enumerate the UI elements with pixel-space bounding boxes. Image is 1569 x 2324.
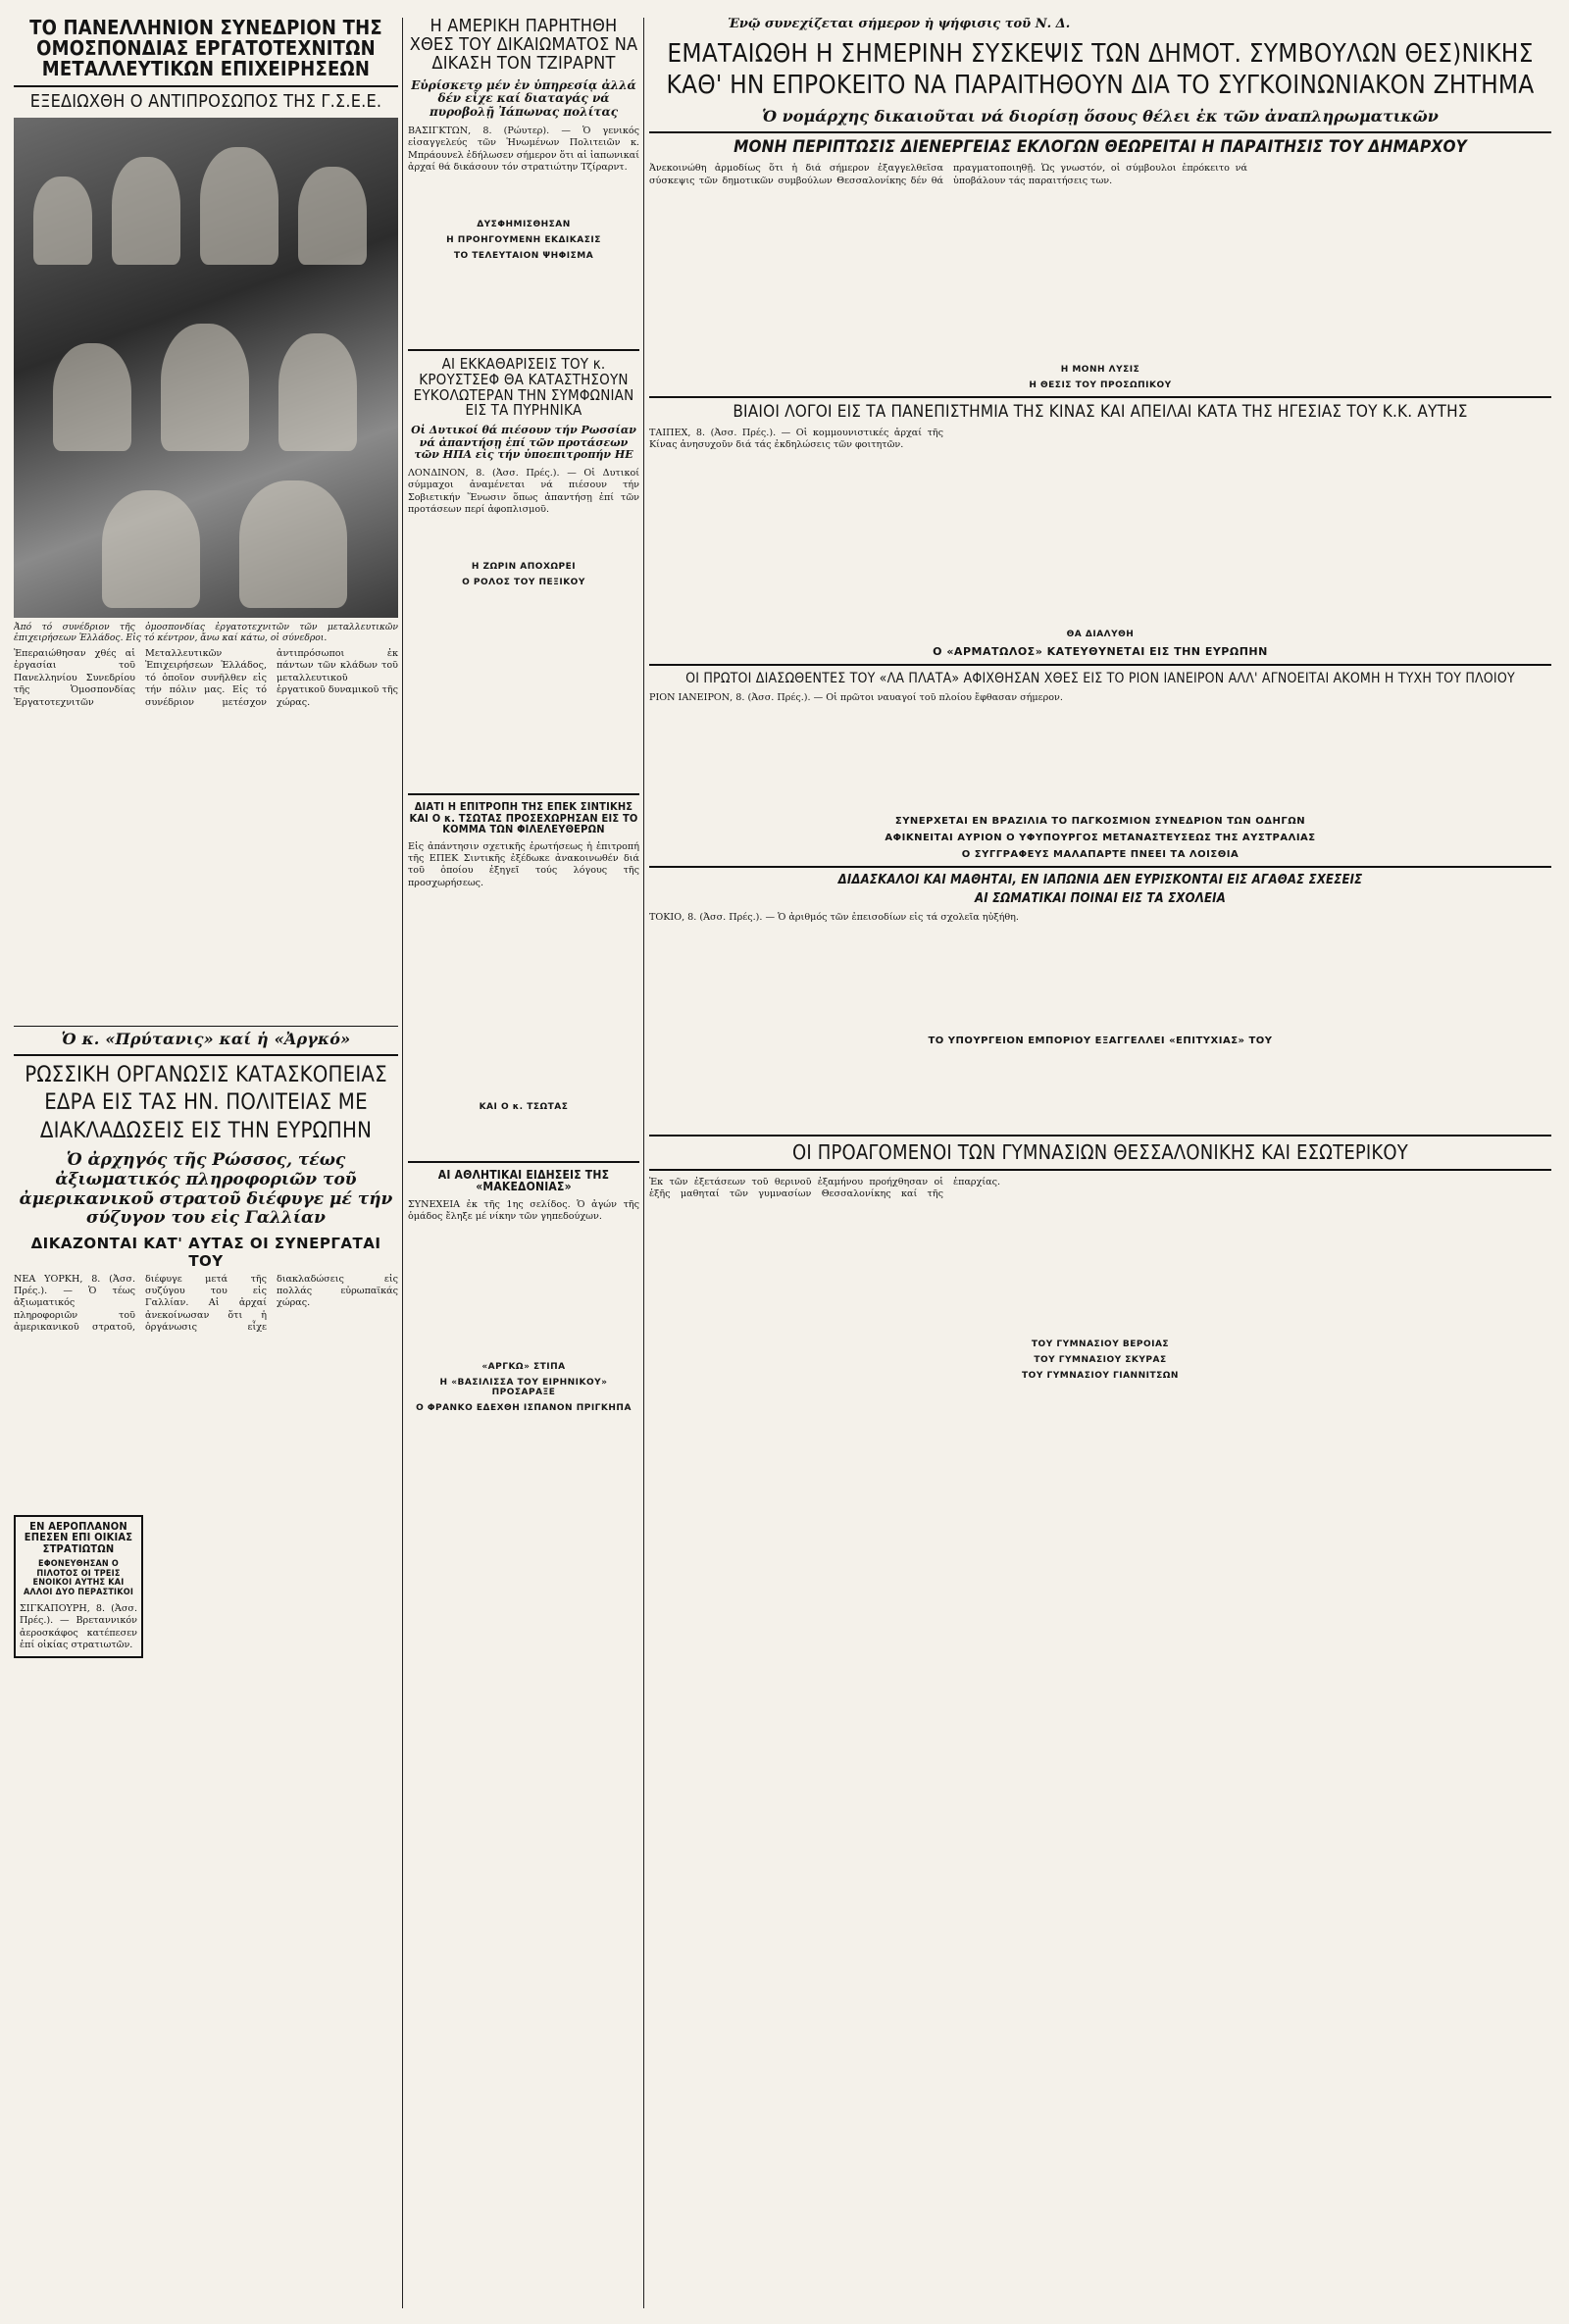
label-queen-pacific: Η «ΒΑΣΙΛΙΣΣΑ ΤΟΥ ΕΙΡΗΝΙΚΟΥ» ΠΡΟΣΑΡΑΞΕ	[439, 1377, 608, 1397]
subhead-girard: Εὑρίσκετο μέν ἐν ὑπηρεσίᾳ ἀλλά δέν εἶχε καί διαταγάς νά πυροβολῇ Ἰάπωνας πολίτας	[411, 77, 636, 120]
article-body-la-plata: ΡΙΟΝ ΙΑΝΕΙΡΟΝ, 8. (Ἀσσ. Πρές.). — Οἱ πρῶτοι ναυαγοί τοῦ πλοίου ἔφθασαν σήμερον.	[649, 691, 1063, 703]
headline-epek: ΔΙΑΤΙ Η ΕΠΙΤΡΟΠΗ ΤΗΣ ΕΠΕΚ ΣΙΝΤΙΚΗΣ ΚΑΙ Ο κ. ΤΣΩΤΑΣ ΠΡΟΣΕΧΩΡΗΣΑΝ ΕΙΣ ΤΟ ΚΟΜΜΑ ΤΩΝ ΦΙΛΕΛΕΥΘΕΡΩΝ	[409, 799, 638, 836]
divider	[14, 1026, 398, 1027]
headline-la-plata: ΟΙ ΠΡΩΤΟΙ ΔΙΑΣΩΘΕΝΤΕΣ ΤΟΥ «ΛΑ ΠΛΑΤΑ» ΑΦΙΧΘΗΣΑΝ ΧΘΕΣ ΕΙΣ ΤΟ ΡΙΟΝ ΙΑΝΕΙΡΟΝ ΑΛΛ' ΑΓΝΟΕΙΤΑΙ ΑΚΟΜΗ Η ΤΥΧΗ ΤΟΥ ΠΛΟΙΟΥ	[685, 671, 1515, 687]
headline-council: ΕΜΑΤΑΙΩΘΗ Η ΣΗΜΕΡΙΝΗ ΣΥΣΚΕΨΙΣ ΤΩΝ ΔΗΜΟΤ. ΣΥΜΒΟΥΛΩΝ ΘΕΣ)ΝΙΚΗΣ ΚΑΘ' ΗΝ ΕΠΡΟΚΕΙΤΟ ΝΑ ΠΑΡΑΙΤΗΘΟΥΝ ΔΙΑ ΤΟ ΣΥΓΚΟΙΝΩΝΙΑΚΟΝ ΖΗΤΗΜΑ	[666, 38, 1535, 101]
article-body-espionage: ΝΕΑ ΥΟΡΚΗ, 8. (Ἀσσ. Πρές.). — Ὁ τέως ἀξιωματικός πληροφοριῶν τοῦ ἀμερικανικοῦ στρατοῦ, διέφυγε μετά τῆς συζύγου του εἰς Γαλλίαν. Αἱ ἀρχαί ἀνεκοίνωσαν ὅτι ἡ ὀργάνωσις εἶχε διακλαδώσεις εἰς πολλάς εὐρωπαϊκάς χώρας.	[14, 1273, 398, 1334]
headline-gymnasia: ΟΙ ΠΡΟΑΓΟΜΕΝΟΙ ΤΩΝ ΓΥΜΝΑΣΙΩΝ ΘΕΣΣΑΛΟΝΙΚΗΣ ΚΑΙ ΕΣΩΤΕΡΙΚΟΥ	[792, 1139, 1408, 1164]
label-armatolos: Ο «ΑΡΜΑΤΩΛΟΣ» ΚΑΤΕΥΘΥΝΕΤΑΙ ΕΙΣ ΤΗΝ ΕΥΡΩΠΗΝ	[933, 645, 1268, 659]
article-body-girard: ΒΑΣΙΓΚΤΩΝ, 8. (Ρώυτερ). — Ὁ γενικός εἰσαγγελεύς τῶν Ἡνωμένων Πολιτειῶν κ. Μπράουνελ ἐδήλωσεν σήμερον ὅτι αἱ ἰαπωνικαί ἀρχαί θά δικάσουν τόν στρατιώτην Τζίραρντ.	[408, 126, 639, 174]
label-dysfimisthisan: ΔΥΣΦΗΜΙΣΘΗΣΑΝ	[477, 220, 571, 230]
divider	[649, 866, 1551, 868]
label-prosopiko: Η ΘΕΣΙΣ ΤΟΥ ΠΡΟΣΩΠΙΚΟΥ	[1029, 380, 1172, 391]
divider	[408, 793, 639, 795]
headline-congress: ΤΟ ΠΑΝΕΛΛΗΝΙΟΝ ΣΥΝΕΔΡΙΟΝ ΤΗΣ ΟΜΟΣΠΟΝΔΙΑΣ ΕΡΓΑΤΟΤΕΧΝΙΤΩΝ ΜΕΤΑΛΛΕΥΤΙΚΩΝ ΕΠΙΧΕΙΡΗΣΕΩΝ	[29, 18, 382, 80]
article-body-plane-crash: ΣΙΓΚΑΠΟΥΡΗ, 8. (Ἀσσ. Πρές.). — Βρεταννικόν ἀεροσκάφος κατέπεσεν ἐπί οἰκίας στρατιωτῶν.	[20, 1603, 137, 1651]
divider	[649, 131, 1551, 133]
divider	[408, 1161, 639, 1163]
headline-japan-schools: ΔΙΔΑΣΚΑΛΟΙ ΚΑΙ ΜΑΘΗΤΑΙ, ΕΝ ΙΑΠΩΝΙΑ ΔΕΝ ΕΥΡΙΣΚΟΝΤΑΙ ΕΙΣ ΑΓΑΘΑΣ ΣΧΕΣΕΙΣ	[837, 872, 1363, 887]
subhead-corporal: ΑΙ ΣΩΜΑΤΙΚΑΙ ΠΟΙΝΑΙ ΕΙΣ ΤΑ ΣΧΟΛΕΙΑ	[975, 891, 1226, 907]
article-body-council: Ἀνεκοινώθη ἀρμοδίως ὅτι ἡ διά σήμερον ἐξαγγελθεῖσα σύσκεψις τῶν δημοτικῶν συμβούλων Θεσσαλονίκης δέν θά πραγματοποιηθῇ. Ὡς γνωστόν, οἱ σύμβουλοι ἐπρόκειτο νά ὑποβάλουν τάς παραιτήσεις των.	[649, 163, 1247, 186]
plane-crash-box	[14, 1515, 143, 1658]
label-proigoumeni: Η ΠΡΟΗΓΟΥΜΕΝΗ ΕΚΔΙΚΑΣΙΣ	[446, 235, 601, 246]
article-body-epek: Εἰς ἀπάντησιν σχετικῆς ἐρωτήσεως ἡ ἐπιτροπή τῆς ΕΠΕΚ Σιντικῆς ἐξέδωκε ἀνακοινωθέν διά τοῦ ὁποίου ἐξηγεῖ τούς λόγους τῆς προσχωρήσεως.	[408, 840, 639, 888]
label-australia: ΑΦΙΚΝΕΙΤΑΙ ΑΥΡΙΟΝ Ο ΥΦΥΠΟΥΡΓΟΣ ΜΕΤΑΝΑΣΤΕΥΣΕΩΣ ΤΗΣ ΑΥΣΤΡΑΛΙΑΣ	[885, 832, 1316, 843]
label-zorin: Η ΖΩΡΙΝ ΑΠΟΧΩΡΕΙ	[471, 561, 577, 572]
headline-sports: ΑΙ ΑΘΛΗΤΙΚΑΙ ΕΙΔΗΣΕΙΣ ΤΗΣ «ΜΑΚΕΔΟΝΙΑΣ»	[437, 1167, 610, 1194]
headline-khrushchev: ΑΙ ΕΚΚΑΘΑΡΙΣΕΙΣ ΤΟΥ κ. ΚΡΟΥΣΤΣΕΦ ΘΑ ΚΑΤΑΣΤΗΣΟΥΝ ΕΥΚΟΛΩΤΕΡΑΝ ΤΗΝ ΣΥΜΦΩΝΙΑΝ ΕΙΣ ΤΑ ΠΥΡΗΝΙΚΑ	[413, 355, 634, 420]
headline-plane-crash: ΕΝ ΑΕΡΟΠΛΑΝΟΝ ΕΠΕΣΕΝ ΕΠΙ ΟΙΚΙΑΣ ΣΤΡΑΤΙΩΤΩΝ	[24, 1519, 133, 1555]
column-right	[649, 18, 1551, 1385]
headline-girard: Η ΑΜΕΡΙΚΗ ΠΑΡΗΤΗΘΗ ΧΘΕΣ ΤΟΥ ΔΙΚΑΙΩΜΑΤΟΣ ΝΑ ΔΙΚΑΣΗ ΤΟΝ ΤΖΙΡΑΡΝΤ	[409, 18, 638, 74]
subhead-nomarch: Ὁ νομάρχης δικαιοῦται νά διορίσῃ ὅσους θέλει ἐκ τῶν ἀναπληρωματικῶν	[762, 106, 1439, 126]
divider	[408, 349, 639, 351]
kicker-decree: Ἐνῷ συνεχίζεται σήμερον ἡ ψήφισις τοῦ Ν. Δ.	[728, 18, 1071, 31]
label-franco: Ο ΦΡΑΝΚΟ ΕΔΕΧΘΗ ΙΣΠΑΝΟΝ ΠΡΙΓΚΗΠΑ	[416, 1402, 632, 1413]
congress-photo	[14, 118, 398, 618]
divider	[14, 1054, 398, 1056]
label-commerce: ΤΟ ΥΠΟΥΡΓΕΙΟΝ ΕΜΠΟΡΙΟΥ ΕΞΑΓΓΕΛΛΕΙ «ΕΠΙΤΥΧΙΑΣ» ΤΟΥ	[928, 1035, 1273, 1046]
article-body-khrushchev: ΛΟΝΔΙΝΟΝ, 8. (Ἀσσ. Πρές.). — Οἱ Δυτικοί σύμμαχοι ἀναμένεται νά πιέσουν τήν Σοβιετικήν Ἕνωσιν ὅπως ἀπαντήσῃ ἐπί τῶν προτάσεων περί ἀφοπλισμοῦ.	[408, 467, 639, 516]
subhead-espionage: Ὁ ἀρχηγός τῆς Ρώσσος, τέως ἀξιωματικός πληροφοριῶν τοῦ ἀμερικανικοῦ στρατοῦ διέφυγε μέ τήν σύζυγον του εἰς Γαλλίαν	[19, 1150, 393, 1229]
divider	[649, 396, 1551, 398]
subhead-khrushchev: Οἱ Δυτικοί θά πιέσουν τήν Ρωσσίαν νά ἀπαντήσῃ ἐπί τῶν προτάσεων τῶν ΗΠΑ εἰς τήν ὑποεπιτροπήν ΗΕ	[411, 424, 636, 462]
divider	[649, 1135, 1551, 1137]
divider	[649, 1169, 1551, 1171]
column-middle	[408, 18, 639, 1417]
label-moni-lysis: Η ΜΟΝΗ ΛΥΣΙΣ	[1060, 365, 1140, 376]
column-rule	[643, 18, 644, 2308]
article-body-gymnasia: Ἐκ τῶν ἐξετάσεων τοῦ θερινοῦ ἐξαμήνου προήχθησαν οἱ ἑξῆς μαθηταί τῶν γυμνασίων Θεσσαλονίκης καί τῆς ἐπαρχίας.	[649, 1176, 1001, 1200]
label-veria: ΤΟΥ ΓΥΜΝΑΣΙΟΥ ΒΕΡΟΙΑΣ	[1031, 1339, 1170, 1349]
column-left	[14, 18, 398, 1664]
subhead-plane-crash: ΕΦΟΝΕΥΘΗΣΑΝ Ο ΠΙΛΟΤΟΣ ΟΙ ΤΡΕΙΣ ΕΝΟΙΚΟΙ ΑΥΤΗΣ ΚΑΙ ΑΛΛΟΙ ΔΥΟ ΠΕΡΑΣΤΙΚΟΙ	[23, 1559, 134, 1597]
label-drivers-congress: ΣΥΝΕΡΧΕΤΑΙ ΕΝ ΒΡΑΖΙΛΙΑ ΤΟ ΠΑΓΚΟΣΜΙΟΝ ΣΥΝΕΔΡΙΟΝ ΤΩΝ ΟΔΗΓΩΝ	[894, 815, 1306, 827]
label-malaparte: Ο ΣΥΓΓΡΑΦΕΥΣ ΜΑΛΑΠΑΡΤΕ ΠΝΕΕΙ ΤΑ ΛΟΙΣΘΙΑ	[961, 848, 1240, 860]
headline-espionage: ΡΩΣΣΙΚΗ ΟΡΓΑΝΩΣΙΣ ΚΑΤΑΣΚΟΠΕΙΑΣ ΕΔΡΑ ΕΙΣ ΤΑΣ ΗΝ. ΠΟΛΙΤΕΙΑΣ ΜΕ ΔΙΑΚΛΑΔΩΣΕΙΣ ΕΙΣ ΤΗΝ ΕΥΡΩΠΗΝ	[25, 1062, 387, 1143]
subhead-gsee: ΕΞΕΔΙΩΧΘΗ Ο ΑΝΤΙΠΡΟΣΩΠΟΣ ΤΗΣ Γ.Σ.Ε.Ε.	[29, 91, 382, 112]
headline-china: ΒΙΑΙΟΙ ΛΟΓΟΙ ΕΙΣ ΤΑ ΠΑΝΕΠΙΣΤΗΜΙΑ ΤΗΣ ΚΙΝΑΣ ΚΑΙ ΑΠΕΙΛΑΙ ΚΑΤΑ ΤΗΣ ΗΓΕΣΙΑΣ ΤΟΥ Κ.Κ. ΑΥΤΗΣ	[733, 402, 1468, 423]
article-body-japan: ΤΟΚΙΟ, 8. (Ἀσσ. Πρές.). — Ὁ ἀριθμός τῶν ἐπεισοδίων εἰς τά σχολεῖα ηὐξήθη.	[649, 911, 1019, 923]
kicker-espionage: ΔΙΚΑΖΟΝΤΑΙ ΚΑΤ' ΑΥΤΑΣ ΟΙ ΣΥΝΕΡΓΑΤΑΙ ΤΟΥ	[30, 1234, 381, 1270]
article-body-sports: ΣΥΝΕΧΕΙΑ ἐκ τῆς 1ης σελίδος. Ὁ ἀγών τῆς ὁμάδος ἔληξε μέ νίκην τῶν γηπεδούχων.	[408, 1198, 639, 1223]
divider	[14, 85, 398, 87]
article-body-congress: Ἐπεραιώθησαν χθές αἱ ἐργασίαι τοῦ Πανελληνίου Συνεδρίου τῆς Ὁμοσπονδίας Ἐργατοτεχνιτῶν Μεταλλευτικῶν Ἐπιχειρήσεων Ἑλλάδος, τό ὁποῖον συνῆλθεν εἰς τήν πόλιν μας. Εἰς τό συνέδριον μετέσχον ἀντιπρόσωποι ἐκ πάντων τῶν κλάδων τοῦ μεταλλευτικοῦ ἐργατικοῦ δυναμικοῦ τῆς χώρας.	[14, 647, 398, 708]
photo-caption: Ἀπό τό συνέδριον τῆς ὁμοσπονδίας ἐργατοτεχνιτῶν τῶν μεταλλευτικῶν ἐπιχειρήσεων Ἑλλάδος. Εἰς τό κέντρον, ἄνω καί κάτω, οἱ σύνεδροι.	[14, 621, 398, 644]
headline-prytanis: Ὁ κ. «Πρύτανις» καί ἡ «Ἀργκό»	[61, 1029, 351, 1048]
label-giannitsa: ΤΟΥ ΓΥΜΝΑΣΙΟΥ ΓΙΑΝΝΙΤΣΩΝ	[1022, 1370, 1179, 1381]
headline-elections: ΜΟΝΗ ΠΕΡΙΠΤΩΣΙΣ ΔΙΕΝΕΡΓΕΙΑΣ ΕΚΛΟΓΩΝ ΘΕΩΡΕΙΤΑΙ Η ΠΑΡΑΙΤΗΣΙΣ ΤΟΥ ΔΗΜΑΡΧΟΥ	[734, 137, 1467, 158]
label-peking: Ο ΡΟΛΟΣ ΤΟΥ ΠΕΞΙΚΟΥ	[462, 577, 585, 587]
label-dialythi: ΘΑ ΔΙΑΛΥΘΗ	[1066, 630, 1135, 640]
divider	[649, 664, 1551, 666]
label-tsotas: ΚΑΙ Ο κ. ΤΣΩΤΑΣ	[479, 1101, 569, 1112]
label-skyra: ΤΟΥ ΓΥΜΝΑΣΙΟΥ ΣΚΥΡΑΣ	[1034, 1354, 1167, 1365]
article-body-china: ΤΑΙΠΕΧ, 8. (Ἀσσ. Πρές.). — Οἱ κομμουνιστικές ἀρχαί τῆς Κίνας ἀνησυχοῦν διά τάς ἐκδηλώσεις τῶν φοιτητῶν.	[649, 428, 943, 451]
label-psifisma: ΤΟ ΤΕΛΕΥΤΑΙΟΝ ΨΗΦΙΣΜΑ	[453, 251, 594, 262]
label-argo: «ΑΡΓΚΩ» ΣΤΙΠΑ	[481, 1361, 566, 1372]
column-rule	[402, 18, 403, 2308]
